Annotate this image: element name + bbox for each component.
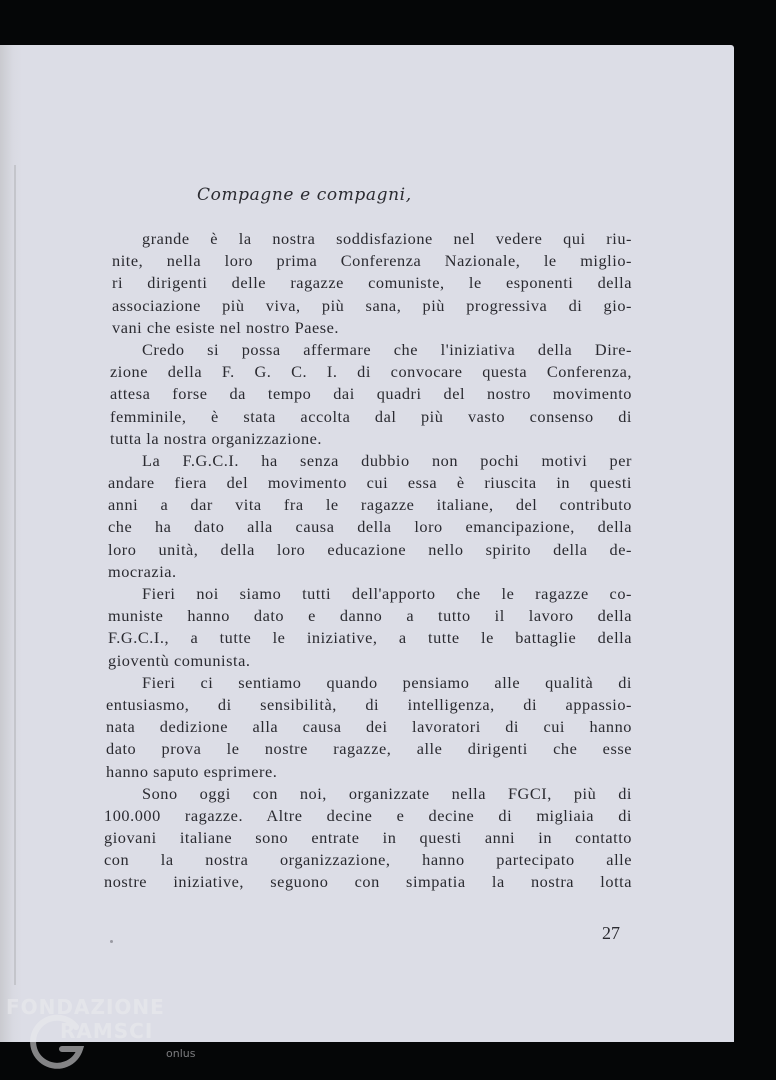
watermark-line2: RAMSCI	[60, 1019, 154, 1043]
text-line: con la nostra organizzazione, hanno partecipato alle	[104, 850, 632, 870]
text-line: giovani italiane sono entrate in questi anni in contatto	[104, 828, 632, 848]
text-line: dato prova le nostre ragazze, alle dirigenti che esse	[106, 739, 632, 759]
text-line: entusiasmo, di sensibilità, di intelligenza, di appassio-	[106, 694, 632, 714]
text-line: tutta la nostra organizzazione.	[110, 428, 323, 448]
page-speck	[110, 940, 113, 943]
text-line: ri dirigenti delle ragazze comuniste, le esponenti della	[112, 273, 632, 293]
text-line: nostre iniziative, seguono con simpatia la nostra lotta	[104, 872, 632, 892]
text-line: anni a dar vita fra le ragazze italiane, del contributo	[108, 495, 632, 515]
text-line: nite, nella loro prima Conferenza Nazionale, le miglio-	[112, 251, 632, 271]
page-binding-edge	[0, 45, 22, 1042]
watermark-subtitle: onlus	[166, 1047, 196, 1060]
text-line: Fieri ci sentiamo quando pensiamo alle qualità di	[142, 672, 632, 692]
text-line: nata dedizione alla causa dei lavoratori di cui hanno	[106, 717, 632, 737]
text-line: Sono oggi con noi, organizzate nella FGCI, più di	[142, 783, 632, 803]
text-line: andare fiera del movimento cui essa è riuscita in questi	[108, 473, 632, 493]
salutation: Compagne e compagni,	[197, 185, 412, 205]
text-line: 100.000 ragazze. Altre decine e decine di migliaia di	[104, 805, 632, 825]
text-line: mocrazia.	[108, 561, 177, 581]
fondazione-gramsci-watermark	[6, 995, 206, 1075]
text-line: La F.G.C.I. ha senza dubbio non pochi motivi per	[142, 450, 632, 470]
text-line: muniste hanno dato e danno a tutto il lavoro della	[108, 606, 632, 626]
text-line: vani che esiste nel nostro Paese.	[112, 317, 340, 337]
body-text	[104, 228, 632, 894]
text-line: attesa forse da tempo dai quadri del nostro movimento	[110, 384, 632, 404]
text-line: loro unità, della loro educazione nello spirito della de-	[108, 539, 632, 559]
page-number: 27	[602, 923, 620, 943]
text-line: zione della F. G. C. I. di convocare questa Conferenza,	[110, 362, 632, 382]
text-line: Fieri noi siamo tutti dell'apporto che le ragazze co-	[142, 584, 632, 603]
text-line: Credo si possa affermare che l'iniziativa della Dire-	[142, 339, 632, 359]
text-line: associazione più viva, più sana, più progressiva di gio-	[112, 295, 632, 315]
watermark-line1: FONDAZIONE	[6, 995, 165, 1019]
text-line: che ha dato alla causa della loro emancipazione, della	[108, 517, 632, 537]
text-line: gioventù comunista.	[108, 650, 251, 670]
text-line: grande è la nostra soddisfazione nel vedere qui riu-	[142, 229, 632, 248]
binding-shadow	[14, 165, 16, 985]
text-line: femminile, è stata accolta dal più vasto consenso di	[110, 406, 632, 426]
text-line: hanno saputo esprimere.	[106, 761, 278, 781]
text-line: F.G.C.I., a tutte le iniziative, a tutte le battaglie della	[108, 628, 632, 648]
